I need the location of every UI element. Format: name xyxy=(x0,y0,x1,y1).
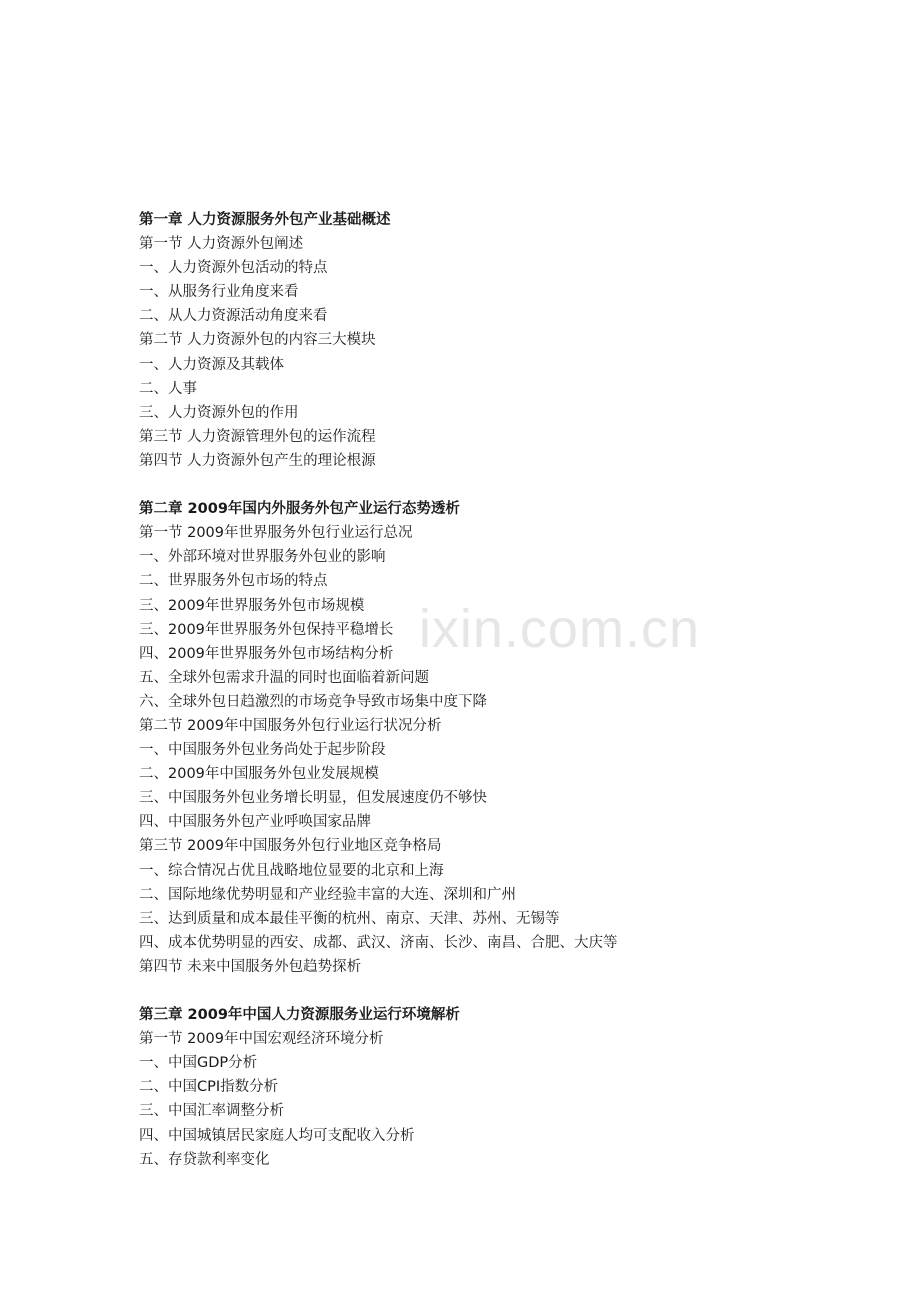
toc-line: 三、中国服务外包业务增长明显，但发展速度仍不够快 xyxy=(139,790,487,807)
toc-line: 二、2009年中国服务外包业发展规模 xyxy=(139,766,379,783)
toc-line: 四、2009年世界服务外包市场结构分析 xyxy=(139,645,394,662)
toc-line: 二、世界服务外包市场的特点 xyxy=(139,573,328,590)
document-body xyxy=(139,208,859,1172)
chapter-2-title: 第二章 2009年国内外服务外包产业运行态势透析 xyxy=(139,501,460,518)
toc-line: 三、中国汇率调整分析 xyxy=(139,1103,284,1120)
toc-line: 一、人力资源外包活动的特点 xyxy=(139,260,328,277)
toc-line: 一、中国服务外包业务尚处于起步阶段 xyxy=(139,742,386,759)
toc-line: 三、人力资源外包的作用 xyxy=(139,404,299,421)
toc-line: 二、人事 xyxy=(139,380,197,397)
toc-line: 六、全球外包日趋激烈的市场竞争导致市场集中度下降 xyxy=(139,693,487,710)
toc-line: 一、外部环境对世界服务外包业的影响 xyxy=(139,549,386,566)
toc-line: 第一节 人力资源外包阐述 xyxy=(139,236,304,253)
toc-line: 第一节 2009年中国宏观经济环境分析 xyxy=(139,1031,384,1048)
toc-line: 一、从服务行业角度来看 xyxy=(139,284,299,301)
toc-line: 四、成本优势明显的西安、成都、武汉、济南、长沙、南昌、合肥、大庆等 xyxy=(139,934,618,951)
toc-line: 二、从人力资源活动角度来看 xyxy=(139,308,328,325)
chapter-1-title: 第一章 人力资源服务外包产业基础概述 xyxy=(139,212,391,228)
chapter-spacer xyxy=(139,473,859,497)
watermark-text: ixin.com.cn xyxy=(418,599,700,659)
toc-line: 第三节 2009年中国服务外包行业地区竞争格局 xyxy=(139,838,442,855)
toc-line: 五、全球外包需求升温的同时也面临着新问题 xyxy=(139,669,429,686)
toc-line: 三、2009年世界服务外包市场规模 xyxy=(139,597,365,614)
toc-line: 第一节 2009年世界服务外包行业运行总况 xyxy=(139,525,413,542)
toc-line: 第四节 未来中国服务外包趋势探析 xyxy=(139,958,362,975)
toc-line: 四、中国城镇居民家庭人均可支配收入分析 xyxy=(139,1127,415,1144)
toc-line: 第二节 2009年中国服务外包行业运行状况分析 xyxy=(139,717,442,734)
toc-line: 第二节 人力资源外包的内容三大模块 xyxy=(139,332,376,349)
toc-line: 三、达到质量和成本最佳平衡的杭州、南京、天津、苏州、无锡等 xyxy=(139,910,560,927)
toc-line: 二、中国CPI指数分析 xyxy=(139,1079,279,1096)
toc-line: 三、2009年世界服务外包保持平稳增长 xyxy=(139,621,394,638)
toc-line: 一、人力资源及其载体 xyxy=(139,356,284,373)
chapter-3-title: 第三章 2009年中国人力资源服务业运行环境解析 xyxy=(139,1007,460,1024)
chapter-spacer xyxy=(139,979,859,1003)
toc-line: 五、存贷款利率变化 xyxy=(139,1151,270,1168)
toc-line: 一、综合情况占优且战略地位显要的北京和上海 xyxy=(139,862,444,879)
toc-line: 第四节 人力资源外包产生的理论根源 xyxy=(139,452,376,469)
toc-line: 四、中国服务外包产业呼唤国家品牌 xyxy=(139,814,371,831)
toc-line: 一、中国GDP分析 xyxy=(139,1055,258,1072)
toc-line: 二、国际地缘优势明显和产业经验丰富的大连、深圳和广州 xyxy=(139,886,516,903)
toc-line: 第三节 人力资源管理外包的运作流程 xyxy=(139,428,376,445)
